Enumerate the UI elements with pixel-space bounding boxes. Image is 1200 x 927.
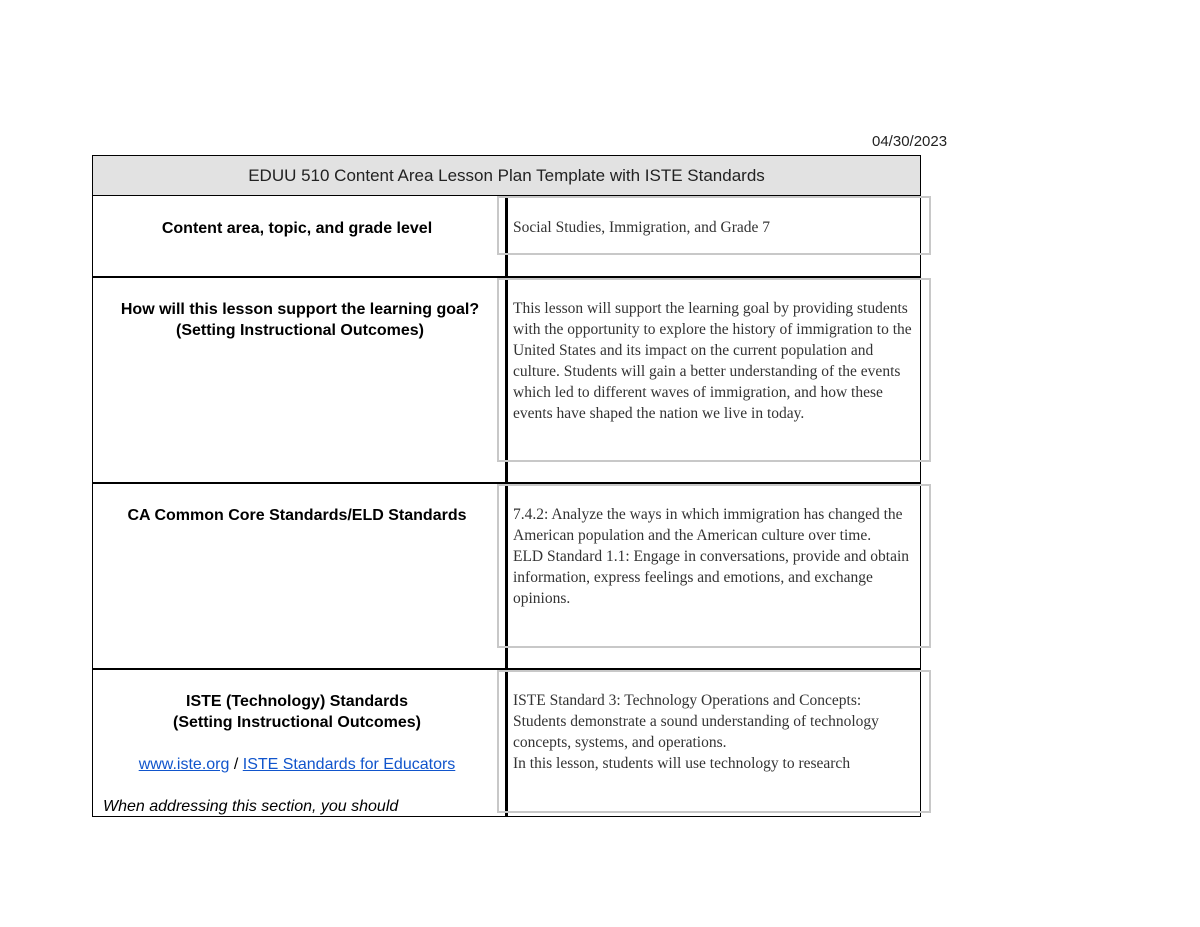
link-separator: /	[233, 756, 239, 773]
content-area-value[interactable]: Social Studies, Immigration, and Grade 7	[513, 219, 770, 236]
standards-value-line1: 7.4.2: Analyze the ways in which immigration has changed the American population and the American culture over time.	[513, 506, 903, 544]
learning-goal-label-line1: How will this lesson support the learning goal?	[120, 301, 480, 318]
standards-value-line2: ELD Standard 1.1: Engage in conversations, provide and obtain information, express feelings and emotions, and exchange opinions.	[513, 548, 910, 607]
text-box-frame	[497, 278, 931, 462]
iste-label	[95, 691, 499, 817]
iste-standards-link[interactable]: ISTE Standards for Educators	[242, 756, 456, 773]
iste-note: When addressing this section, you should	[103, 798, 399, 815]
text-box-frame	[497, 484, 931, 648]
learning-goal-value[interactable]: This lesson will support the learning goal by providing students with the opportunity to explore the history of immigration to the United States and its impact on the current population and culture. Students will gain a better understanding of the events which led to different waves of immigration, and how these events have shaped the nation we live in today.	[513, 300, 912, 422]
iste-value-line1: ISTE Standard 3: Technology Operations and Concepts: Students demonstrate a sound understanding of technology concepts, systems, and operations.	[513, 692, 879, 751]
iste-org-link[interactable]: www.iste.org	[138, 756, 230, 773]
learning-goal-label-line2: (Setting Instructional Outcomes)	[175, 322, 424, 339]
standards-label: CA Common Core Standards/ELD Standards	[127, 507, 467, 524]
content-area-label: Content area, topic, and grade level	[161, 220, 433, 237]
iste-label-line2: (Setting Instructional Outcomes)	[172, 714, 421, 731]
row-separator	[93, 668, 506, 670]
iste-links	[95, 754, 499, 775]
document-date: 04/30/2023	[872, 133, 948, 150]
iste-label-line1: ISTE (Technology) Standards	[186, 693, 408, 710]
table-title: EDUU 510 Content Area Lesson Plan Template with ISTE Standards	[93, 156, 920, 196]
row-separator	[93, 482, 506, 484]
learning-goal-label	[105, 299, 495, 341]
iste-value-line2: In this lesson, students will use technology to research	[513, 755, 851, 772]
text-box-frame	[497, 196, 931, 255]
row-separator	[93, 276, 506, 278]
text-box-frame	[497, 670, 931, 813]
